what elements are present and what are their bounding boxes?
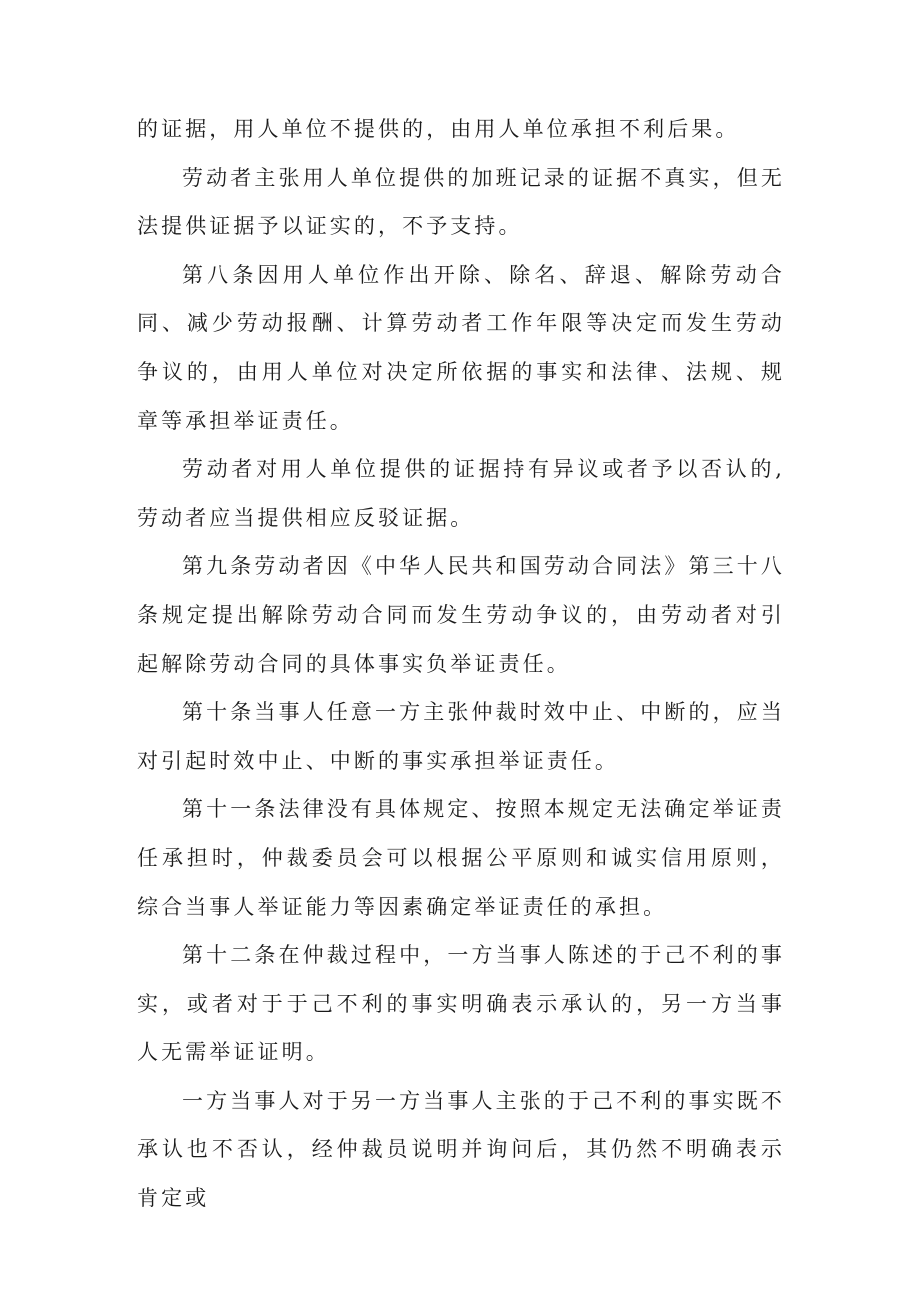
paragraph-article-10: 第十条当事人任意一方主张仲裁时效中止、中断的，应当对引起时效中止、中断的事实承担举证责任。 bbox=[137, 700, 785, 773]
paragraph-overtime-evidence: 劳动者主张用人单位提供的加班记录的证据不真实，但无法提供证据予以证实的，不予支持。 bbox=[137, 165, 785, 239]
paragraph-neither-admit-nor-deny: 一方当事人对于另一方当事人主张的于己不利的事实既不承认也不否认，经仲裁员说明并询问后，其仍然不明确表示肯定或 bbox=[137, 1088, 785, 1211]
paragraph-article-11: 第十一条法律没有具体规定、按照本规定无法确定举证责任承担时，仲裁委员会可以根据公平原则和诚实信用原则，综合当事人举证能力等因素确定举证责任的承担。 bbox=[137, 797, 785, 919]
paragraph-article-9: 第九条劳动者因《中华人民共和国劳动合同法》第三十八条规定提出解除劳动合同而发生劳动争议的，由劳动者对引起解除劳动合同的具体事实负举证责任。 bbox=[137, 554, 785, 676]
paragraph-article-12: 第十二条在仲裁过程中，一方当事人陈述的于己不利的事实，或者对于于己不利的事实明确表示承认的，另一方当事人无需举证证明。 bbox=[137, 943, 785, 1065]
paragraph-article-8: 第八条因用人单位作出开除、除名、辞退、解除劳动合同、减少劳动报酬、计算劳动者工作年限等决定而发生劳动争议的，由用人单位对决定所依据的事实和法律、法规、规章等承担举证责任。 bbox=[137, 262, 785, 433]
paragraph-continuation: 的证据，用人单位不提供的，由用人单位承担不利后果。 bbox=[137, 117, 740, 141]
paragraph-rebuttal-evidence: 劳动者对用人单位提供的证据持有异议或者予以否认的,劳动者应当提供相应反驳证据。 bbox=[137, 457, 785, 530]
